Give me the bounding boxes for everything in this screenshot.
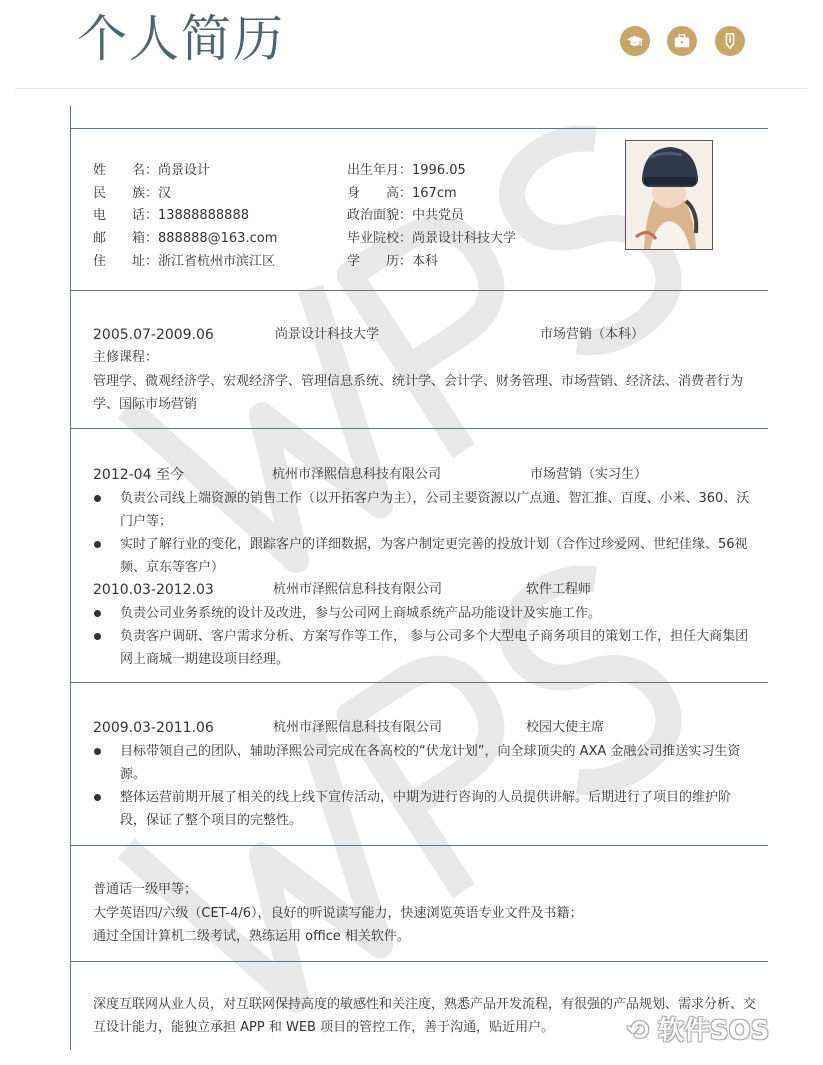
email-label: 邮 箱：: [93, 231, 159, 246]
birth-row: [347, 162, 466, 180]
section-divider: [70, 428, 768, 429]
birth-value: 1996.05: [412, 163, 466, 178]
profile-photo: [625, 140, 713, 250]
address-label: 住 址：: [93, 254, 159, 269]
ethnic-row: [93, 185, 171, 203]
job-bullet: 负责客户调研、客户需求分析、方案写作等工作， 参与公司多个大型电子商务项目的策划工作，担任大商集团网上商城一期建设项目经理。: [120, 629, 749, 667]
courses-label: 主修课程：: [93, 350, 159, 365]
job-role: 市场营销（实习生）: [530, 467, 648, 482]
height-row: [347, 185, 457, 203]
skill-item: 大学英语四/六级（CET-4/6），良好的听说读写能力，快速浏览英语专业文件及书籍；: [93, 906, 583, 921]
email-value: 888888@163.com: [158, 231, 278, 246]
bullet-dot: [94, 794, 101, 801]
school-label: 毕业院校：: [347, 231, 413, 246]
brand-text: 软件SOS: [657, 1016, 770, 1046]
height-label: 身 高：: [347, 186, 413, 201]
section-divider: [70, 845, 768, 846]
campus-period: 2009.03-2011.06: [93, 720, 214, 736]
degree-value: 本科: [412, 254, 439, 269]
height-value: 167cm: [412, 186, 457, 201]
job-role: 软件工程师: [526, 582, 592, 597]
school-value: 尚景设计科技大学: [412, 231, 517, 246]
degree-label: 学 历：: [347, 254, 413, 269]
email-row: [93, 230, 277, 248]
self-evaluation: 深度互联网从业人员，对互联网保持高度的敏感性和关注度，熟悉产品开发流程，有很强的产品规划、需求分析、交互设计能力，能独立承担 APP 和 WEB 项目的管控工作，善于沟通，贴近用户。: [93, 997, 757, 1035]
name-label: 姓 名：: [93, 163, 159, 178]
job-period: 2010.03-2012.03: [93, 582, 214, 598]
ethnic-value: 汉: [158, 186, 172, 201]
section-divider: [70, 290, 768, 291]
address-row: [93, 253, 275, 271]
education-major: 市场营销（本科）: [540, 327, 645, 342]
campus-company: 杭州市泽熙信息科技有限公司: [273, 720, 443, 735]
birth-label: 出生年月：: [347, 163, 413, 178]
bullet-dot: [94, 633, 101, 640]
page-title: 个人简历: [77, 10, 285, 68]
political-row: [347, 207, 464, 225]
campus-role: 校园大使主席: [526, 720, 605, 735]
degree-row: [347, 253, 438, 271]
phone-row: [93, 207, 249, 225]
header-divider: [15, 88, 808, 89]
skill-item: 通过全国计算机二级考试，熟练运用 office 相关软件。: [93, 929, 410, 944]
education-period: 2005.07-2009.06: [93, 327, 214, 343]
job-bullet: 实时了解行业的变化，跟踪客户的详细数据，为客户制定更完善的投放计划（合作过珍爱网、世纪佳缘、56视频、京东等客户）: [120, 537, 748, 575]
section-divider: [70, 128, 768, 129]
graduation-cap-icon: [620, 26, 650, 56]
political-label: 政治面貌：: [347, 208, 413, 223]
job-company: 杭州市泽熙信息科技有限公司: [273, 582, 443, 597]
bullet-dot: [94, 495, 101, 502]
bullet-dot: [94, 541, 101, 548]
education-school: 尚景设计科技大学: [275, 327, 380, 342]
ethnic-label: 民 族：: [93, 186, 159, 201]
name-row: [93, 162, 210, 180]
political-value: 中共党员: [412, 208, 465, 223]
name-value: 尚景设计: [158, 163, 211, 178]
pencil-icon: [715, 26, 745, 56]
job-period: 2012-04 至今: [93, 467, 184, 483]
school-row: [347, 230, 516, 248]
address-value: 浙江省杭州市滨江区: [158, 254, 276, 269]
job-company: 杭州市泽熙信息科技有限公司: [272, 467, 442, 482]
bullet-dot: [94, 610, 101, 617]
phone-value: 13888888888: [158, 208, 249, 223]
campus-bullet: 整体运营前期开展了相关的线上线下宣传活动，中期为进行咨询的人员提供讲解。后期进行了项目的维护阶段，保证了整个项目的完整性。: [120, 790, 732, 828]
section-divider: [70, 682, 768, 683]
phone-label: 电 话：: [93, 208, 159, 223]
job-bullet: 负责公司业务系统的设计及改进，参与公司网上商城系统产品功能设计及实施工作。: [120, 606, 602, 621]
timeline-line: [70, 106, 71, 1050]
brand-watermark: ⟲ 软件SOS: [627, 1016, 770, 1046]
briefcase-icon: [667, 26, 697, 56]
skill-item: 普通话一级甲等；: [93, 882, 198, 897]
campus-bullet: 目标带领自己的团队，辅助泽熙公司完成在各高校的“伏龙计划”，向全球顶尖的 AXA 金融公司推送实习生资源。: [120, 744, 741, 782]
section-divider: [70, 961, 768, 962]
courses-text: 管理学、微观经济学、宏观经济学、管理信息系统、统计学、会计学、财务管理、市场营销、经济法、消费者行为学、国际市场营销: [93, 374, 744, 412]
bullet-dot: [94, 748, 101, 755]
job-bullet: 负责公司线上端资源的销售工作（以开拓客户为主），公司主要资源以广点通、智汇推、百度、小米、360、沃门户等；: [120, 491, 750, 529]
